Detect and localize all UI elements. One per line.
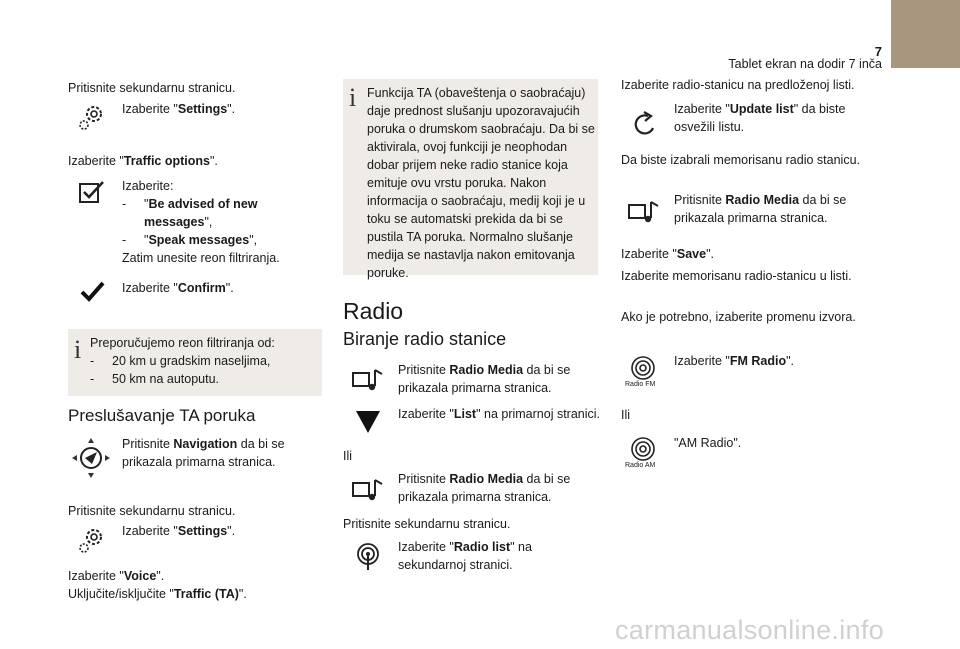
step-am-radio: "AM Radio". — [674, 436, 742, 450]
refresh-icon — [630, 110, 660, 140]
section-title-ta: Preslušavanje TA poruka — [68, 406, 256, 425]
step-select-options — [122, 177, 312, 267]
instruction-traffic-options: Izaberite "Traffic options". — [68, 154, 218, 168]
step-list: Izaberite "List" na primarnoj stranici. — [398, 407, 601, 421]
instruction-text: Pritisnite sekundarnu stranicu. — [343, 517, 511, 531]
step-update-list: Izaberite "Update list" da biste osvežili listu. — [674, 102, 846, 134]
info-intro: Preporučujemo reon filtriranja od: — [90, 336, 275, 350]
instruction-text: Pritisnite sekundarnu stranicu. — [68, 504, 236, 518]
step-settings: Izaberite "Settings". — [122, 524, 236, 538]
watermark: carmanualsonline.info — [615, 615, 884, 645]
radio-am-label: Radio AM — [625, 462, 656, 469]
settings-icon — [77, 525, 107, 555]
info-icon: i — [349, 83, 357, 112]
step-settings: Izaberite "Settings". — [122, 102, 236, 116]
step-intro: Izaberite: — [122, 179, 174, 193]
option-item: - "Speak messages", — [122, 233, 258, 247]
instruction-text: Izaberite memorisanu radio-stanicu u listi. — [621, 269, 852, 283]
radio-media-icon — [351, 476, 385, 506]
page-header-title: Tablet ekran na dodir 7 inča — [728, 57, 882, 71]
subsection-title: Biranje radio stanice — [343, 329, 507, 349]
settings-icon — [77, 102, 107, 132]
navigation-icon — [70, 436, 112, 480]
info-box-ta — [343, 79, 598, 280]
step-radio-media: Pritisnite Radio Media da bi se prikazala primarna stranica. — [398, 472, 571, 504]
radio-fm-icon — [630, 355, 656, 381]
step-radio-list: Izaberite "Radio list" na sekundarnoj stranici. — [398, 540, 532, 572]
info-box-filter — [68, 329, 322, 396]
step-confirm: Izaberite "Confirm". — [122, 281, 234, 295]
instruction-traffic-ta: Uključite/isključite "Traffic (TA)". — [68, 587, 247, 601]
info-item: - 50 km na autoputu. — [90, 372, 220, 386]
radio-list-icon — [353, 542, 383, 572]
section-title-radio: Radio — [343, 298, 404, 324]
step-radio-media: Pritisnite Radio Media da bi se prikazala primarna stranica. — [674, 193, 847, 225]
info-text: Funkcija TA (obaveštenja o saobraćaju) daje prednost slušanju upozoravajućih poruka o drumskom saobraćaju. Da bi se aktivirala, ovoj funkciji je neophodan dobar prijem neke radio stanice koja emituje ovu vrstu poruka. Nakon informacija o saobraćaju, medij koji je u toku se automatski prekida da bi se pustila TA poruka. Normalno slušanje medija se nastavlja nakon emitovanja poruke. — [367, 86, 595, 280]
step-radio-media: Pritisnite Radio Media da bi se prikazala primarna stranica. — [398, 363, 571, 395]
info-item: - 20 km u gradskim naseljima, — [90, 354, 271, 368]
radio-am-icon — [630, 436, 656, 462]
instruction-voice: Izaberite "Voice". — [68, 569, 165, 583]
confirm-check-icon — [77, 277, 107, 307]
step-navigation: Pritisnite Navigation da bi se prikazala primarna stranica. — [122, 437, 285, 469]
radio-fm-label: Radio FM — [625, 381, 656, 388]
instruction-text: Da biste izabrali memorisanu radio stanicu. — [621, 153, 860, 167]
instruction-text: Ako je potrebno, izaberite promenu izvora. — [621, 310, 856, 324]
option-item: - "Be advised of new messages", — [122, 197, 258, 229]
radio-media-icon — [627, 198, 661, 228]
info-icon: i — [74, 335, 82, 364]
checkbox-icon — [77, 178, 107, 208]
instruction-text: Izaberite radio-stanicu na predloženoj listi. — [621, 78, 855, 92]
step-outro: Zatim unesite reon filtriranja. — [122, 251, 280, 265]
radio-media-icon — [351, 366, 385, 396]
instruction-text: Pritisnite sekundarnu stranicu. — [68, 81, 236, 95]
page-tab — [891, 0, 960, 68]
instruction-save: Izaberite "Save". — [621, 247, 714, 261]
or-text: Ili — [621, 408, 631, 422]
list-triangle-icon — [355, 410, 381, 434]
step-fm-radio: Izaberite "FM Radio". — [674, 354, 795, 368]
page-number: 7 — [874, 44, 882, 59]
or-text: Ili — [343, 449, 353, 463]
